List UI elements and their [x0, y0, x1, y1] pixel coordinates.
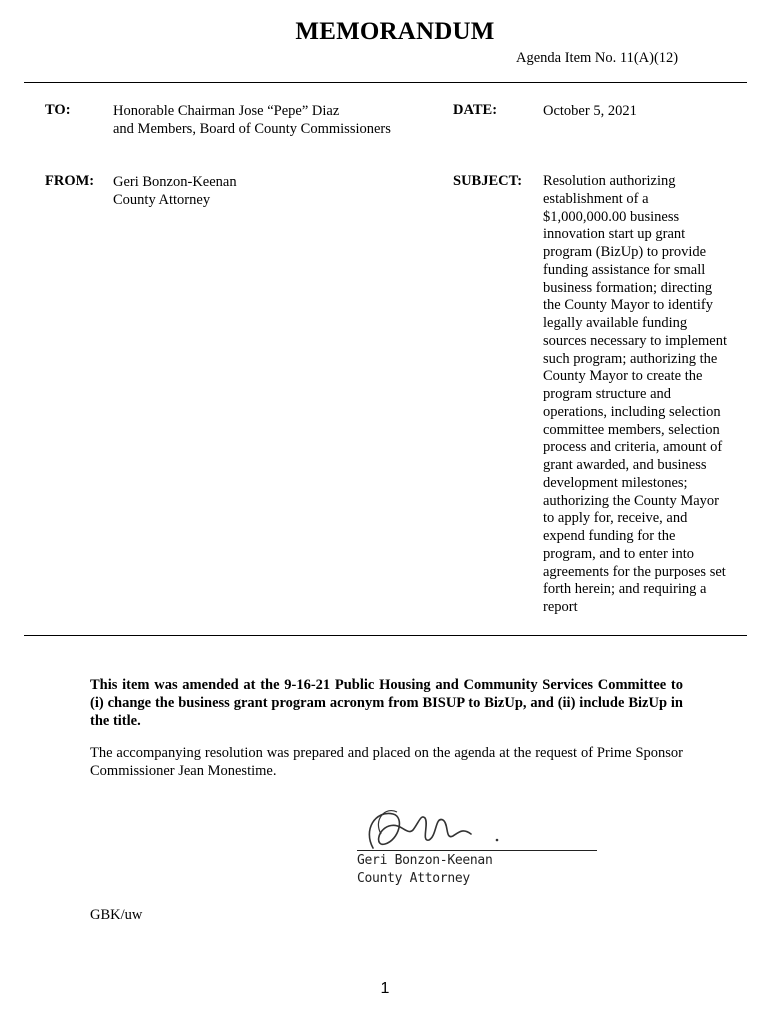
from-sender — [113, 173, 237, 209]
subject-line: $1,000,000.00 business — [543, 208, 680, 225]
signature-line — [357, 850, 597, 851]
subject-line: such program; authorizing the — [543, 350, 718, 367]
subject-line: Resolution authorizing — [543, 173, 676, 189]
date-value: October 5, 2021 — [543, 103, 637, 119]
memo-title: MEMORANDUM — [295, 18, 495, 45]
subject-line: program (BizUp) to provide — [543, 244, 707, 260]
amendment-note: This item was amended at the 9-16-21 Public Housing and Community Services Committee to (i) change the business grant program acronym from BISUP to BizUp, and (ii) include BizUp in the title. — [90, 677, 683, 729]
from-label: FROM: — [45, 173, 95, 189]
subject-line: establishment of a — [543, 190, 649, 207]
subject-line: program structure and — [543, 386, 672, 402]
subject-label: SUBJECT: — [453, 173, 523, 189]
subject-line: program, and to enter into — [543, 545, 694, 562]
to-line-1: Honorable Chairman Jose “Pepe” Diaz — [113, 103, 340, 119]
subject-text — [543, 173, 743, 617]
subject-line: the County Mayor to identify — [543, 297, 713, 314]
signatory-name: Geri Bonzon-Keenan — [357, 853, 493, 868]
subject-divider — [24, 635, 747, 636]
subject-line: innovation start up grant — [543, 226, 686, 243]
subject-line: County Mayor to create the — [543, 368, 703, 385]
subject-line: operations, including selection — [543, 403, 721, 420]
from-line-1: Geri Bonzon-Keenan — [113, 174, 237, 190]
to-line-2: and Members, Board of County Commissioners — [113, 121, 391, 137]
typist-initials: GBK/uw — [90, 907, 143, 923]
to-label: TO: — [45, 102, 71, 118]
subject-line: sources necessary to implement — [543, 332, 728, 349]
subject-line: committee members, selection — [543, 421, 720, 438]
date-label — [453, 102, 497, 119]
subject-line: authorizing the County Mayor — [543, 492, 719, 509]
handwritten-signature — [355, 800, 515, 860]
from-line-2: County Attorney — [113, 192, 211, 208]
subject-line: legally available funding — [543, 315, 688, 331]
subject-line: funding assistance for small — [543, 261, 706, 278]
to-recipient — [113, 102, 391, 138]
agenda-item-number: Agenda Item No. 11(A)(12) — [516, 50, 679, 66]
date-label-text: DATE: — [453, 102, 498, 118]
subject-line: agreements for the purposes set — [543, 563, 726, 580]
subject-line: development milestones; — [543, 474, 688, 491]
subject-line: expend funding for the — [543, 528, 676, 544]
subject-line: grant awarded, and business — [543, 457, 707, 473]
subject-line: business formation; directing — [543, 279, 713, 296]
subject-line: forth herein; and requiring a — [543, 581, 707, 598]
resolution-paragraph: The accompanying resolution was prepared and placed on the agenda at the request of Prime Sponsor Commissioner Jean Monestime. — [90, 745, 683, 779]
header-divider — [24, 82, 747, 83]
subject-line: report — [543, 599, 578, 615]
subject-line: process and criteria, amount of — [543, 439, 723, 456]
page-number: 1 — [380, 980, 390, 997]
signatory-title: County Attorney — [357, 871, 470, 886]
subject-line: to apply for, receive, and — [543, 510, 688, 527]
